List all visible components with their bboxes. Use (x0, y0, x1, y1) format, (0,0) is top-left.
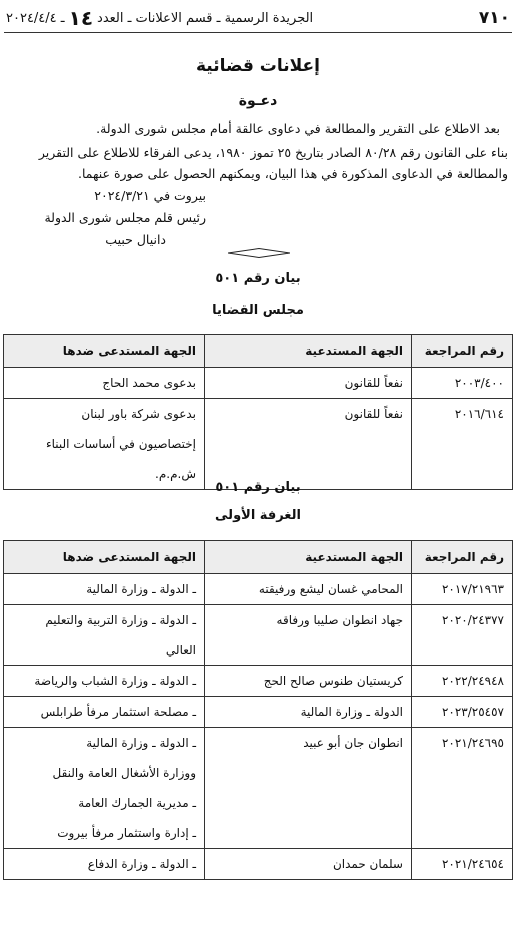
cell-ref: ٢٠١٦/٦١٤ (412, 399, 513, 490)
cell-defendant (4, 574, 205, 605)
cell-defendant (4, 399, 205, 490)
defendant-line: ووزارة الأشغال العامة والنقل (52, 766, 196, 780)
cell-ref: ٢٠٢٣/٢٥٤٥٧ (412, 697, 513, 728)
column-header-ref: رقم المراجعة (412, 541, 513, 574)
defendant-line: بدعوى محمد الحاج (102, 376, 196, 390)
page-number: ٧١٠ (478, 8, 510, 28)
table-row (4, 368, 513, 399)
cell-defendant (4, 368, 205, 399)
cell-plaintiff: المحامي غسان ليشع ورفيقته (205, 574, 412, 605)
defendant-line: بدعوى شركة باور لبنان (81, 407, 196, 421)
cell-plaintiff: جهاد انطوان صليبا ورفاقه (205, 605, 412, 666)
cell-defendant (4, 849, 205, 880)
defendant-line: ـ الدولة ـ وزارة التربية والتعليم العالي (45, 613, 196, 657)
table-row (4, 697, 513, 728)
signature-date: بيروت في ٢٠٢٤/٣/٢١ (94, 188, 206, 203)
cell-plaintiff: نفعاً للقانون (205, 399, 412, 490)
table-row (4, 574, 513, 605)
defendant-line: ـ إدارة واستثمار مرفأ بيروت (57, 826, 196, 840)
section2-statement: بيان رقم ٥٠١ (215, 480, 301, 495)
cell-plaintiff: نفعاً للقانون (205, 368, 412, 399)
cell-plaintiff: سلمان حمدان (205, 849, 412, 880)
ornament-divider (228, 248, 290, 258)
column-header-defendant: الجهة المستدعى ضدها (4, 541, 205, 574)
table-header-row (4, 541, 513, 574)
table-row (4, 849, 513, 880)
section2-table-body (4, 574, 513, 880)
defendant-line: ـ الدولة ـ وزارة الشباب والرياضة (34, 674, 196, 688)
section1-table (3, 334, 513, 490)
column-header-defendant: الجهة المستدعى ضدها (4, 335, 205, 368)
signer-name: دانيال حبيب (105, 232, 166, 247)
column-header-ref: رقم المراجعة (412, 335, 513, 368)
cell-ref: ٢٠٠٣/٤٠٠ (412, 368, 513, 399)
notice-paragraph-1: بعد الاطلاع على التقرير والمطالعة في دعاوى عالقة أمام مجلس شورى الدولة. (96, 121, 500, 136)
issue-number: ١٤ (68, 6, 94, 30)
defendant-line: ـ مديرية الجمارك العامة (78, 796, 196, 810)
defendant-line: ـ الدولة ـ وزارة المالية (86, 582, 196, 596)
cell-ref: ٢٠٢١/٢٤٦٩٥ (412, 728, 513, 849)
cell-defendant (4, 666, 205, 697)
cell-ref: ٢٠٢٢/٢٤٩٤٨ (412, 666, 513, 697)
cell-ref: ٢٠٢٠/٢٤٣٧٧ (412, 605, 513, 666)
cell-ref: ٢٠١٧/٢١٩٦٣ (412, 574, 513, 605)
table-row (4, 666, 513, 697)
gazette-title (4, 6, 313, 30)
defendant-line: إختصاصيون في أساسات البناء ش.م.م. (45, 437, 196, 481)
section1-subtitle: مجلس القضايا (212, 303, 304, 318)
cell-plaintiff: كريستيان طنوس صالح الحج (205, 666, 412, 697)
column-header-plaintiff: الجهة المستدعية (205, 335, 412, 368)
page-header (4, 4, 512, 33)
section2-table (3, 540, 513, 880)
notice-paragraph-2: بناء على القانون رقم ٨٠/٢٨ الصادر بتاريخ ٢٥ تموز ١٩٨٠، يدعى الفرقاء للاطلاع على التقرير والمطالعة في الدعاوى المذكورة في هذا البيان، ويمكنهم الحصول على صورة عنهما. (38, 145, 508, 181)
cell-defendant (4, 728, 205, 849)
column-header-plaintiff: الجهة المستدعية (205, 541, 412, 574)
signer-role: رئيس قلم مجلس شورى الدولة (44, 210, 206, 225)
defendant-line: ـ الدولة ـ وزارة المالية (86, 736, 196, 750)
table-header-row (4, 335, 513, 368)
cell-defendant (4, 697, 205, 728)
table-row (4, 605, 513, 666)
section1-statement: بيان رقم ٥٠١ (215, 271, 301, 286)
defendant-line: ـ الدولة ـ وزارة الدفاع (87, 857, 196, 871)
section1-table-body (4, 368, 513, 490)
cell-plaintiff: الدولة ـ وزارة المالية (205, 697, 412, 728)
cell-plaintiff: انطوان جان أبو عبيد (205, 728, 412, 849)
defendant-line: ـ مصلحة استثمار مرفأ طرابلس (40, 705, 196, 719)
section2-subtitle: الغرفة الأولى (215, 508, 301, 523)
gazette-title-text: الجريدة الرسمية ـ قسم الاعلانات ـ العدد (97, 10, 314, 26)
cell-ref: ٢٠٢١/٢٤٦٥٤ (412, 849, 513, 880)
table-row (4, 399, 513, 490)
main-title: إعلانات قضائية (195, 56, 320, 76)
notice-title: دعـوة (238, 93, 278, 109)
table-row (4, 728, 513, 849)
issue-date: ـ ٢٠٢٤/٤/٤ (6, 10, 65, 26)
cell-defendant (4, 605, 205, 666)
